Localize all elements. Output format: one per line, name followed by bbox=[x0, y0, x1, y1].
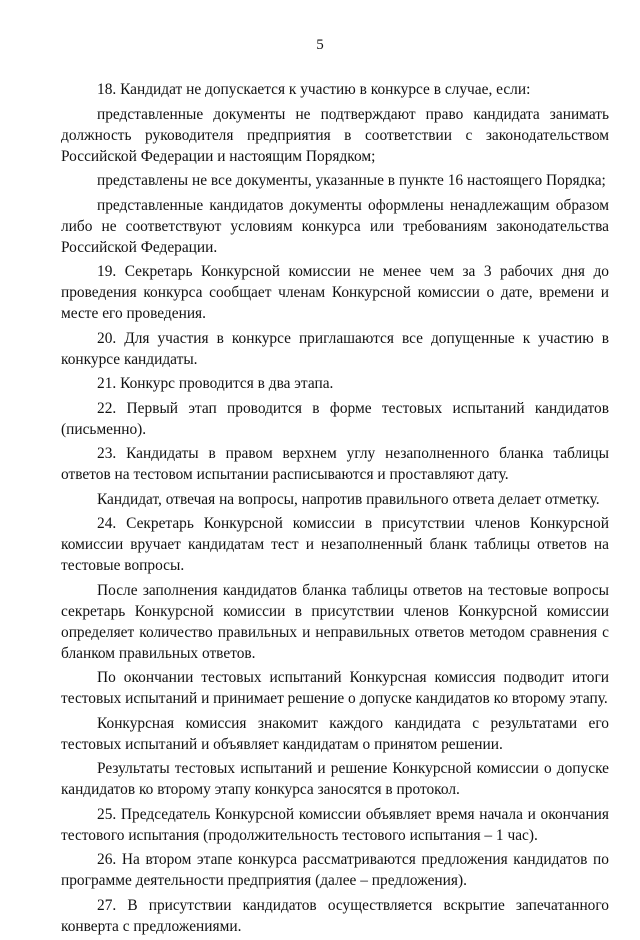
document-body bbox=[61, 79, 609, 940]
paragraph-18-reason-3: представленные кандидатов документы оформлены ненадлежащим образом либо не соответствуют условиям конкурса или требованиям законодательства Российской Федерации. bbox=[61, 196, 609, 256]
paragraph-27: 27. В присутствии кандидатов осуществляется вскрытие запечатанного конверта с предложениями. bbox=[61, 896, 609, 935]
paragraph-24-results: По окончании тестовых испытаний Конкурсная комиссия подводит итоги тестовых испытаний и принимает решение о допуске кандидатов ко второму этапу. bbox=[61, 669, 609, 707]
paragraph-23-note: Кандидат, отвечая на вопросы, напротив правильного ответа делает отметку. bbox=[97, 490, 600, 508]
paragraph-20: 20. Для участия в конкурсе приглашаются все допущенные к участию в конкурсе кандидаты. bbox=[61, 329, 609, 368]
page-number: 5 bbox=[316, 37, 324, 53]
paragraph-24: 24. Секретарь Конкурсной комиссии в присутствии членов Конкурсной комиссии вручает кандидатам тест и незаполненный бланк таблицы ответов на тестовые вопросы. bbox=[61, 515, 609, 574]
paragraph-19: 19. Секретарь Конкурсной комиссии не менее чем за 3 рабочих дня до проведения конкурса сообщает членам Конкурсной комиссии о дате, времени и месте его проведения. bbox=[61, 263, 609, 322]
paragraph-24-answer-check: После заполнения кандидатов бланка таблицы ответов на тестовые вопросы секретарь Конкурсной комиссии в присутствии членов Конкурсной комиссии определяет количество правильных и неправильных ответов методом сравнения с бланком правильных ответов. bbox=[61, 581, 609, 662]
paragraph-21: 21. Конкурс проводится в два этапа. bbox=[97, 375, 334, 392]
paragraph-18: 18. Кандидат не допускается к участию в конкурсе в случае, если: bbox=[97, 81, 531, 98]
paragraph-24-protocol: Результаты тестовых испытаний и решение Конкурсной комиссии о допуске кандидатов ко второму этапу конкурса заносятся в протокол. bbox=[61, 760, 609, 798]
paragraph-26: 26. На втором этапе конкурса рассматриваются предложения кандидатов по программе деятельности предприятия (далее – предложения). bbox=[61, 851, 609, 889]
paragraph-25: 25. Председатель Конкурсной комиссии объявляет время начала и окончания тестового испытания (продолжительность тестового испытания – 1 час). bbox=[61, 805, 609, 844]
paragraph-24-notification: Конкурсная комиссия знакомит каждого кандидата с результатами его тестовых испытаний и объявляет кандидатам о принятом решении. bbox=[61, 714, 609, 753]
paragraph-18-reason-2: представлены не все документы, указанные в пункте 16 настоящего Порядка; bbox=[97, 172, 606, 189]
paragraph-18-reason-1: представленные документы не подтверждают право кандидата занимать должность руководителя предприятия в соответствии с законодательством Российской Федерации и настоящим Порядком; bbox=[61, 105, 609, 165]
paragraph-23: 23. Кандидаты в правом верхнем углу незаполненного бланка таблицы ответов на тестовом испытании расписываются и проставляют дату. bbox=[61, 445, 609, 483]
paragraph-22: 22. Первый этап проводится в форме тестовых испытаний кандидатов (письменно). bbox=[61, 399, 609, 438]
